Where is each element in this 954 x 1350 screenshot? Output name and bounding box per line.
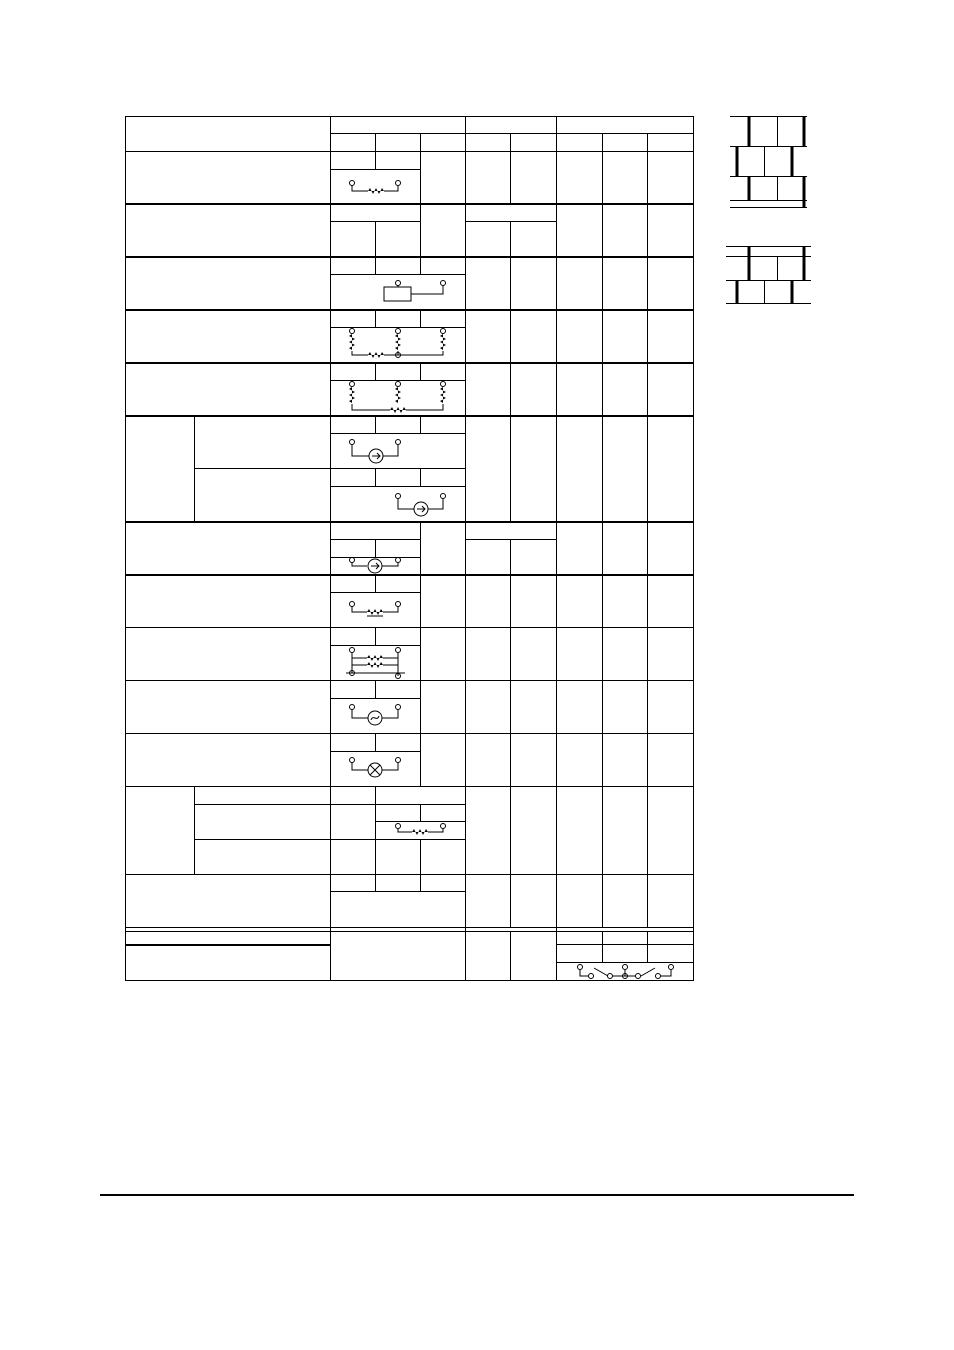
current-source-symbol bbox=[350, 440, 401, 464]
thermistor-symbol bbox=[350, 602, 401, 617]
table-row-13 bbox=[330, 874, 511, 927]
table-header bbox=[125, 116, 694, 980]
resistor-network-symbol bbox=[346, 648, 405, 679]
current-source-symbol bbox=[396, 494, 446, 517]
table-row-9 bbox=[330, 627, 511, 680]
lamp-symbol bbox=[350, 758, 401, 778]
table-row-6 bbox=[194, 416, 511, 522]
table-row-7 bbox=[330, 522, 556, 575]
table-row-separators bbox=[125, 204, 694, 963]
resistor-box-symbol bbox=[384, 281, 446, 302]
table-row-5 bbox=[330, 363, 511, 416]
potentiometer-symbol bbox=[349, 329, 446, 359]
resistor-symbol bbox=[350, 181, 401, 195]
resistor-symbol bbox=[396, 824, 446, 836]
current-source-symbol bbox=[350, 558, 401, 574]
table-row-10 bbox=[330, 680, 511, 733]
table-row-2 bbox=[330, 204, 556, 257]
rheostat-symbol bbox=[349, 382, 446, 414]
table-border bbox=[126, 117, 694, 981]
switch-pair-symbol bbox=[578, 965, 674, 979]
table-row-8 bbox=[330, 575, 511, 627]
table-row-3 bbox=[330, 257, 511, 310]
bond-pattern-panel-2 bbox=[726, 246, 811, 304]
table-row-1 bbox=[330, 151, 511, 204]
table-column-lines bbox=[603, 151, 648, 928]
bond-pattern-panel-1 bbox=[730, 116, 807, 208]
table-row-11 bbox=[330, 733, 511, 786]
ac-source-symbol bbox=[350, 705, 401, 726]
table-row-12 bbox=[194, 786, 511, 874]
spec-table bbox=[125, 116, 694, 981]
